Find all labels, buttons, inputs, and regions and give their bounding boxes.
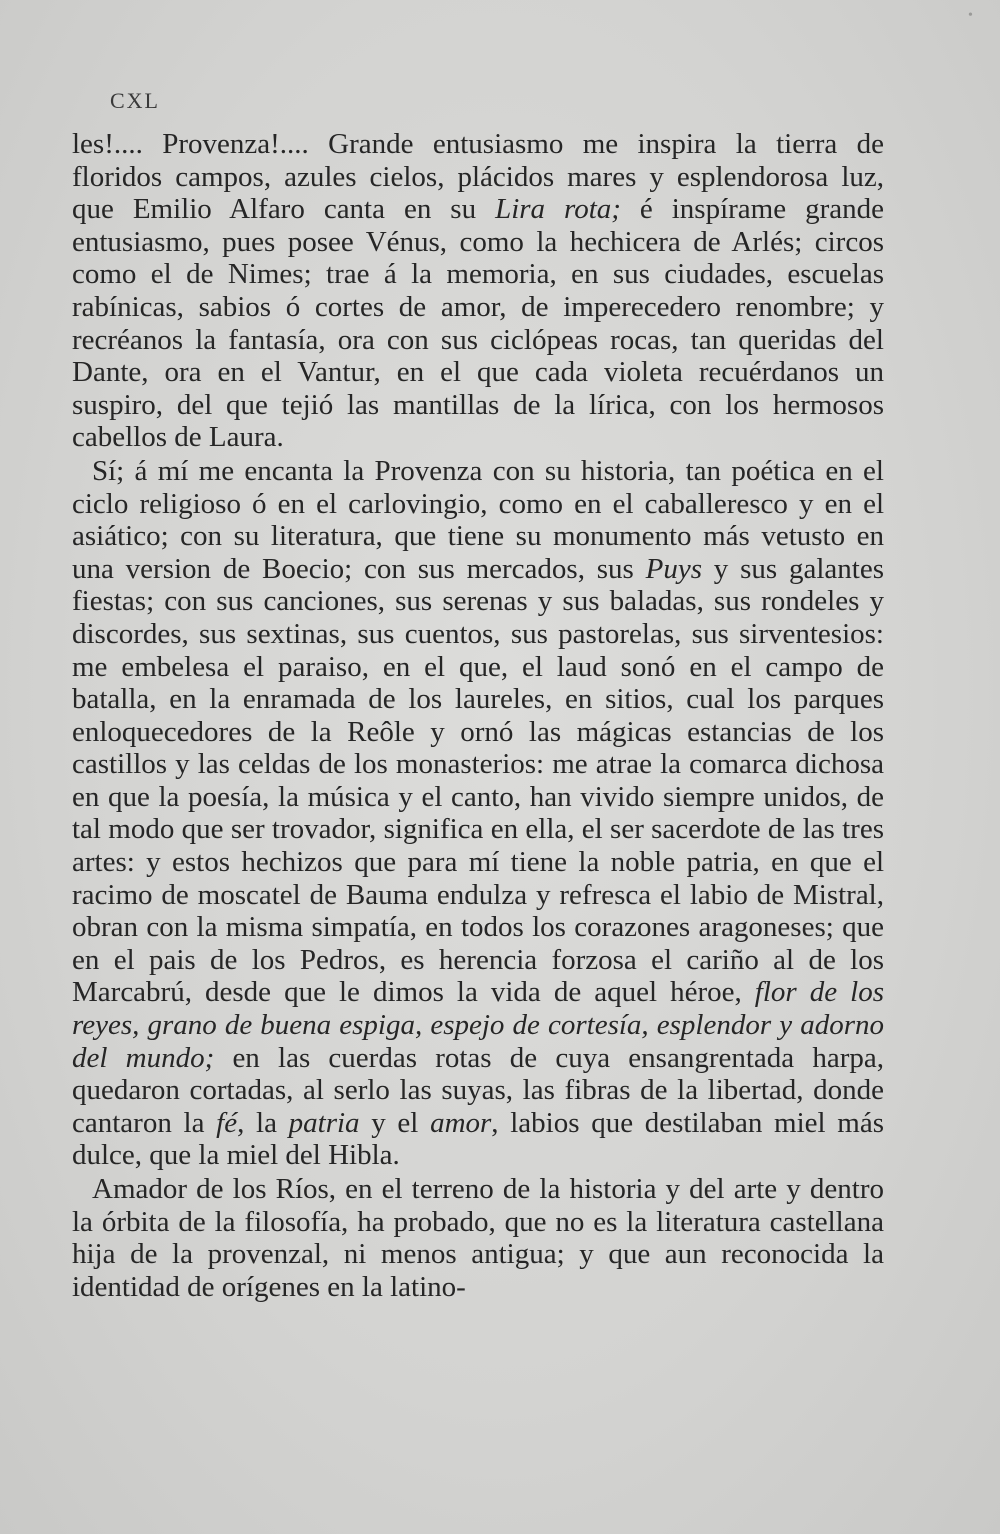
text-run: y el	[359, 1106, 431, 1139]
italic-text-run: patria	[288, 1106, 360, 1139]
paragraph	[72, 128, 884, 454]
italic-text-run: flor de los reyes, grano de buena espiga, espejo de cortesía, esplendor y adorno del mundo;	[72, 976, 884, 1074]
text-run: les!.... Provenza!.... Grande entusiasmo me inspira la tierra de floridos campos, azules cielos, plácidos mares y esplendorosa luz, que Emilio Alfaro canta en su	[72, 128, 884, 226]
text-run: y sus galantes fiestas; con sus canciones, sus serenas y sus baladas, sus rondeles y discordes, sus sextinas, sus cuentos, sus pastorelas, sus sirventesios: me embelesa el paraiso, en el que, el laud sonó en el campo de batalla, en la enramada de los laureles, en sitios, cual los parques enloquecedores de la Reôle y ornó las mágicas estancias de los castillos y las celdas de los monasterios: me atrae la comarca dichosa en que la poesía, la música y el canto, han vivido siempre unidos, de tal modo que ser trovador, significa en ella, el ser sacerdote de las tres artes: y estos hechizos que para mí tiene la noble patria, en que el racimo de moscatel de Bauma endulza y refresca el labio de Mistral, obran con la misma simpatía, en todos los corazones aragoneses; que en el pais de los Pedros, es herencia forzosa el cariño al de los Marcabrú, desde que le dimos la vida de aquel héroe,	[72, 552, 884, 1009]
text-run: é inspírame grande entusiasmo, pues posee Vénus, como la hechicera de Arlés; circos como el de Nimes; trae á la memoria, en sus ciudades, escuelas rabínicas, sabios ó cortes de amor, de imperecedero renombre; y recréanos la fantasía, ora con sus ciclópeas rocas, tan queridas del Dante, ora en el Vantur, en el que cada violeta recuérdanos un suspiro, del que tejió las mantillas de la lírica, con los hermosos cabellos de Laura.	[72, 193, 884, 454]
text-run: Sí; á mí me encanta la Provenza con su historia, tan poética en el ciclo religioso ó en el carlovingio, como en el caballeresco y en el asiático; con su literatura, que tiene su monumento más vetusto en una version de Boecio; con sus mercados, sus	[72, 454, 884, 585]
body-text	[72, 128, 884, 1303]
text-run: en las cuerdas rotas de cuya ensangrentada harpa, quedaron cortadas, al serlo las suyas, las fibras de la libertad, donde cantaron la	[72, 1041, 884, 1139]
paragraph	[72, 1173, 884, 1303]
text-run: , la	[237, 1106, 289, 1139]
corner-mark: •	[968, 8, 973, 23]
italic-text-run: Lira rota;	[495, 193, 621, 226]
text-run: , labios que destilaban miel más dulce, que la miel del Hibla.	[72, 1106, 884, 1172]
italic-text-run: amor	[430, 1106, 492, 1139]
text-run: Amador de los Ríos, en el terreno de la historia y del arte y dentro la órbita de la filosofía, ha probado, que no es la literatura castellana hija de la provenzal, ni menos antigua; y que aun reconocida la identidad de orígenes en la latino-	[72, 1173, 884, 1303]
paragraph	[72, 455, 884, 1172]
italic-text-run: fé	[216, 1106, 238, 1139]
page-number: CXL	[110, 88, 160, 113]
italic-text-run: Puys	[645, 552, 702, 585]
